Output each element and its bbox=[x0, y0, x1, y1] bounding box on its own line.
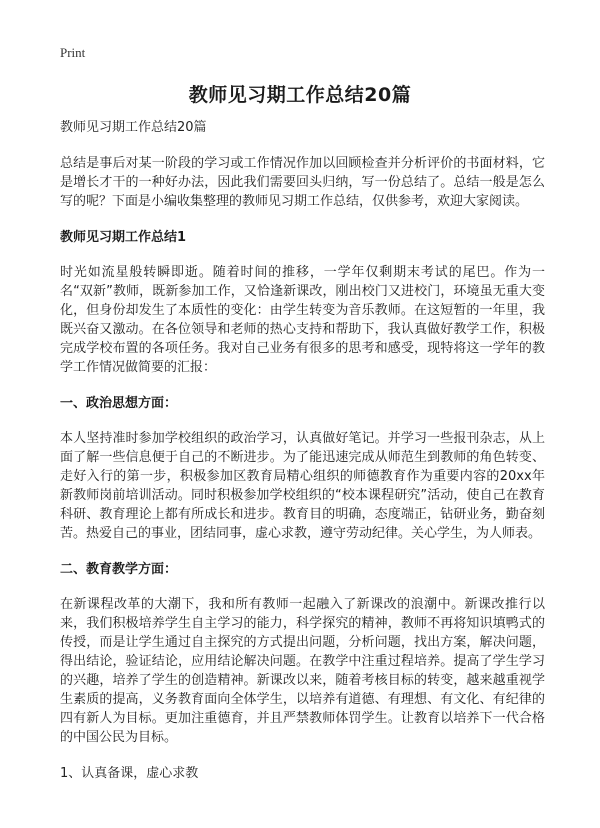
intro-paragraph: 总结是事后对某一阶段的学习或工作情况作加以回顾检查并分析评价的书面材料，它是增长才干的一种好办法，因此我们需要回头归纳，写一份总结了。总结一般是怎么写的呢？下面是小编收集整理的教师见习期工作总结，仅供参考，欢迎大家阅读。 bbox=[60, 156, 545, 209]
document-title: 教师见习期工作总结20篇 bbox=[188, 84, 412, 106]
part2-heading: 二、教育教学方面： bbox=[60, 562, 178, 577]
section-heading: 教师见习期工作总结1 bbox=[60, 230, 187, 245]
part1-paragraph: 本人坚持准时参加学校组织的政治学习，认真做好笔记。并学习一些报刊杂志，从上面了解一些信息便于自己的不断进步。为了能迅速完成从师范生到教师的角色转变、走好入行的第一步，积极参加区教育局精心组织的师德教育作为重要内容的20xx年新教师岗前培训活动。同时积极参加学校组织的“校本课程研究”活动，使自己在教育科研、教育理论上都有所成长和进步。教育目的明确，态度端正，钻研业务，勤奋刻苦。热爱自己的事业，团结同事，虚心求教，遵守劳动纪律。关心学生，为人师表。 bbox=[60, 431, 545, 541]
section-intro-paragraph: 时光如流星般转瞬即逝。随着时间的推移，一学年仅剩期末考试的尾巴。作为一名“双新”教师，既新参加工作，又恰逢新课改，刚出校门又进校门，环境虽无重大变化，但身份却发生了本质性的变化：由学生转变为音乐教师。在这短暂的一年里，我既兴奋又激动。在各位领导和老师的热心支持和帮助下，我认真做好教学工作，积极完成学校布置的各项任务。我对自己业务有很多的思考和感受，现特将这一学年的教学工作情况做简要的汇报： bbox=[60, 265, 545, 375]
numbered-item-1: 1、认真备课，虚心求教 bbox=[60, 766, 199, 781]
part2-paragraph: 在新课程改革的大潮下，我和所有教师一起融入了新课改的浪潮中。新课改推行以来，我们积极培养学生自主学习的能力，科学探究的精神，教师不再将知识填鸭式的传授，而是让学生通过自主探究的方式提出问题，分析问题，找出方案，解决问题，得出结论，验证结论，应用结论解决问题。在教学中注重过程培养。提高了学生学习的兴趣，培养了学生的创造精神。新课改以来，随着考核目标的转变，越来越重视学生素质的提高，义务教育面向全体学生，以培养有道德、有理想、有文化、有纪律的四有新人为目标。更加注重德育，并且严禁教师体罚学生。让教育以培养下一代合格的中国公民为目标。 bbox=[60, 597, 545, 745]
document-body bbox=[60, 118, 545, 783]
print-link[interactable]: Print bbox=[60, 45, 86, 60]
document-subtitle: 教师见习期工作总结20篇 bbox=[60, 120, 207, 135]
part1-heading: 一、政治思想方面： bbox=[60, 396, 178, 411]
